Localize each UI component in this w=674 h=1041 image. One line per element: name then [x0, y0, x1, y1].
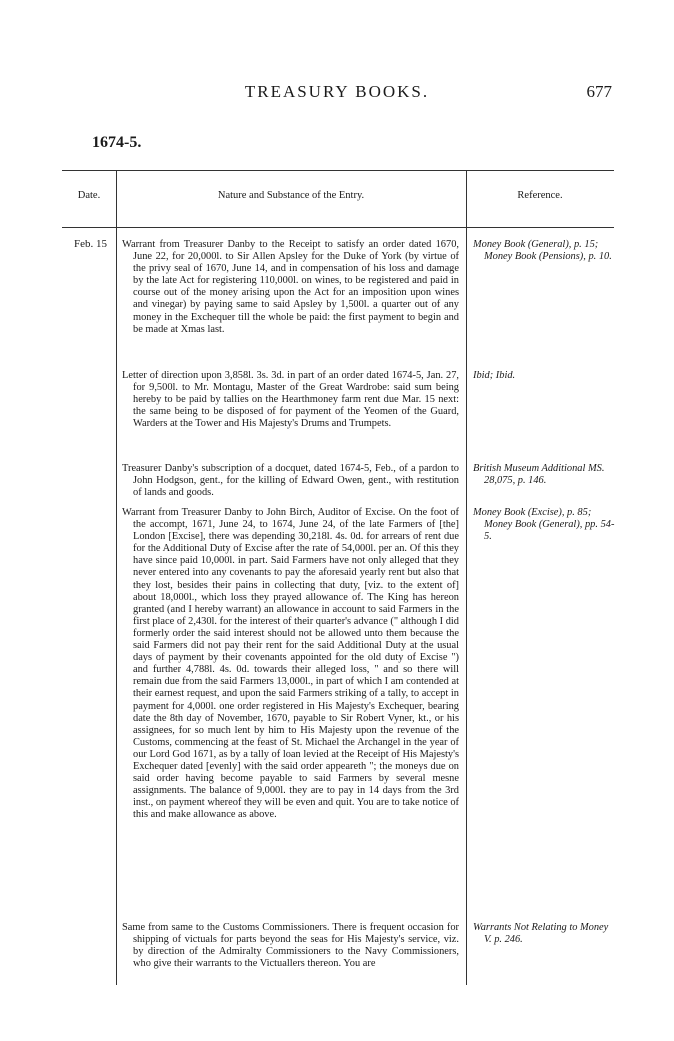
- entry-paragraph: Warrant from Treasurer Danby to John Birch, Auditor of Excise. On the foot of the accompt, 1671, June 24, to 1674, June 24, of the late Farmers of [the] London [Excise], there was depending 30,218l. 4s. 0d. for arrears of rent due for the Additional Duty of Excise after the rate of 54,000l. per an. Of this they have since paid 10,000l. in part. Said Farmers have not only alleged that they never entered into any covenants to pay the aforesaid yearly rent but also that they lost, besides their pains in collecting that duty, [viz. to the extent of] about 18,000l., which loss they prayed allowance of. The King has hereon granted (and I hereby warrant) an allowance in account to said Farmers in the first place of 2,430l. for the interest of their quarter's advance (" although I did formerly order the said interest should not be allowed unto them because the said Farmers did not pay their rent for the said Additional Duty at the usual days of payment by their covenants appointed for the old duty of Excise ") and further 4,788l. 4s. 0d. towards their alleged loss, " and so there will remain due from the said Farmers 13,000l., in part of which I am contended at their earnest request, and upon the said Farmers striking of a tally, to accept in payment for 4,000l. one order registered in His Majesty's Exchequer, bearing date the 8th day of November, 1670, payable to Sir Robert Vyner, kt., or his assignees, for so much lent by him to His Majesty upon the revenue of the Customs, commencing at the feast of St. Michael the Archangel in the year of our Lord God 1671, as by a tally of loan levied at the Receipt of His Majesty's Exchequer dated [evenly] with the said order appeareth "; the moneys due on said order having become payable to said Farmers by several mesne assignments. The balance of 9,000l. they are to pay in 14 days from the 3rd inst., on payment whereof they will be even and quit. You are to take notice of this and make allowance as above.: [122, 507, 459, 821]
- column-header-nature: Nature and Substance of the Entry.: [217, 190, 365, 201]
- year-heading: 1674-5.: [92, 134, 142, 151]
- entry-paragraph: Treasurer Danby's subscription of a docquet, dated 1674-5, Feb., of a pardon to John Hodgson, gent., for the killing of Edward Owen, gent., with restitution of lands and goods.: [122, 463, 459, 499]
- reference-column-divider: [466, 170, 467, 985]
- entry-reference: [473, 922, 615, 946]
- entry-reference: [473, 370, 615, 382]
- date-column-divider: [116, 170, 117, 985]
- reference-paragraph: Ibid; Ibid.: [473, 370, 516, 381]
- column-header-date: Date.: [77, 190, 101, 201]
- entry-text: [122, 370, 459, 430]
- entry-text: [122, 239, 459, 336]
- reference-paragraph: Money Book (Excise), p. 85; Money Book (General), pp. 54-5.: [473, 507, 615, 543]
- entry-paragraph: Warrant from Treasurer Danby to the Receipt to satisfy an order dated 1670, June 22, for 20,000l. to Sir Allen Apsley for the Duke of York (by virtue of the privy seal of 1670, June 14, and in compensation of his loss and damage by the late Act for registering 110,000l. on wines, to be registered and paid in course out of the money arising upon the Act for an imposition upon wines and vinegar) by paying same to said Apsley by 1,500l. a quarter out of any money in the Exchequer till the whole be paid: the first payment to begin and be made at Xmas last.: [122, 239, 459, 335]
- table-top-rule: [62, 170, 614, 171]
- reference-paragraph: Warrants Not Relating to Money V. p. 246.: [473, 922, 609, 946]
- reference-paragraph: British Museum Additional MS. 28,075, p. 146.: [473, 463, 605, 487]
- entry-paragraph: Same from same to the Customs Commissioners. There is frequent occasion for shipping of victuals for parts beyond the seas for His Majesty's service, viz. by direction of the Admiralty Commissioners to the Navy Commissioners, who give their warrants to the Victuallers thereon. You are: [122, 922, 459, 970]
- running-title: TREASURY BOOKS.: [244, 82, 430, 101]
- column-header-reference: Reference.: [517, 190, 563, 201]
- entry-date: Feb. 15: [74, 238, 107, 250]
- entry-text: [122, 463, 459, 499]
- table-header-rule: [62, 227, 614, 228]
- entry-reference: [473, 463, 615, 487]
- entry-text: [122, 507, 459, 821]
- reference-paragraph: Money Book (General), p. 15; Money Book (Pensions), p. 10.: [473, 239, 612, 263]
- entry-text: [122, 922, 459, 970]
- entry-reference: [473, 239, 615, 263]
- entry-paragraph: Letter of direction upon 3,858l. 3s. 3d. in part of an order dated 1674-5, Jan. 27, for 9,500l. to Mr. Montagu, Master of the Great Wardrobe: said sum being hereby to be paid by tallies on the Hearthmoney farm rent due Mar. 15 next: the same being to be disposed of for payment of the Yeomen of the Guard, Warders at the Tower and His Majesty's Drums and Trumpets.: [122, 370, 459, 430]
- running-head: [0, 82, 674, 104]
- entry-reference: [473, 507, 615, 543]
- page-number: 677: [586, 82, 612, 101]
